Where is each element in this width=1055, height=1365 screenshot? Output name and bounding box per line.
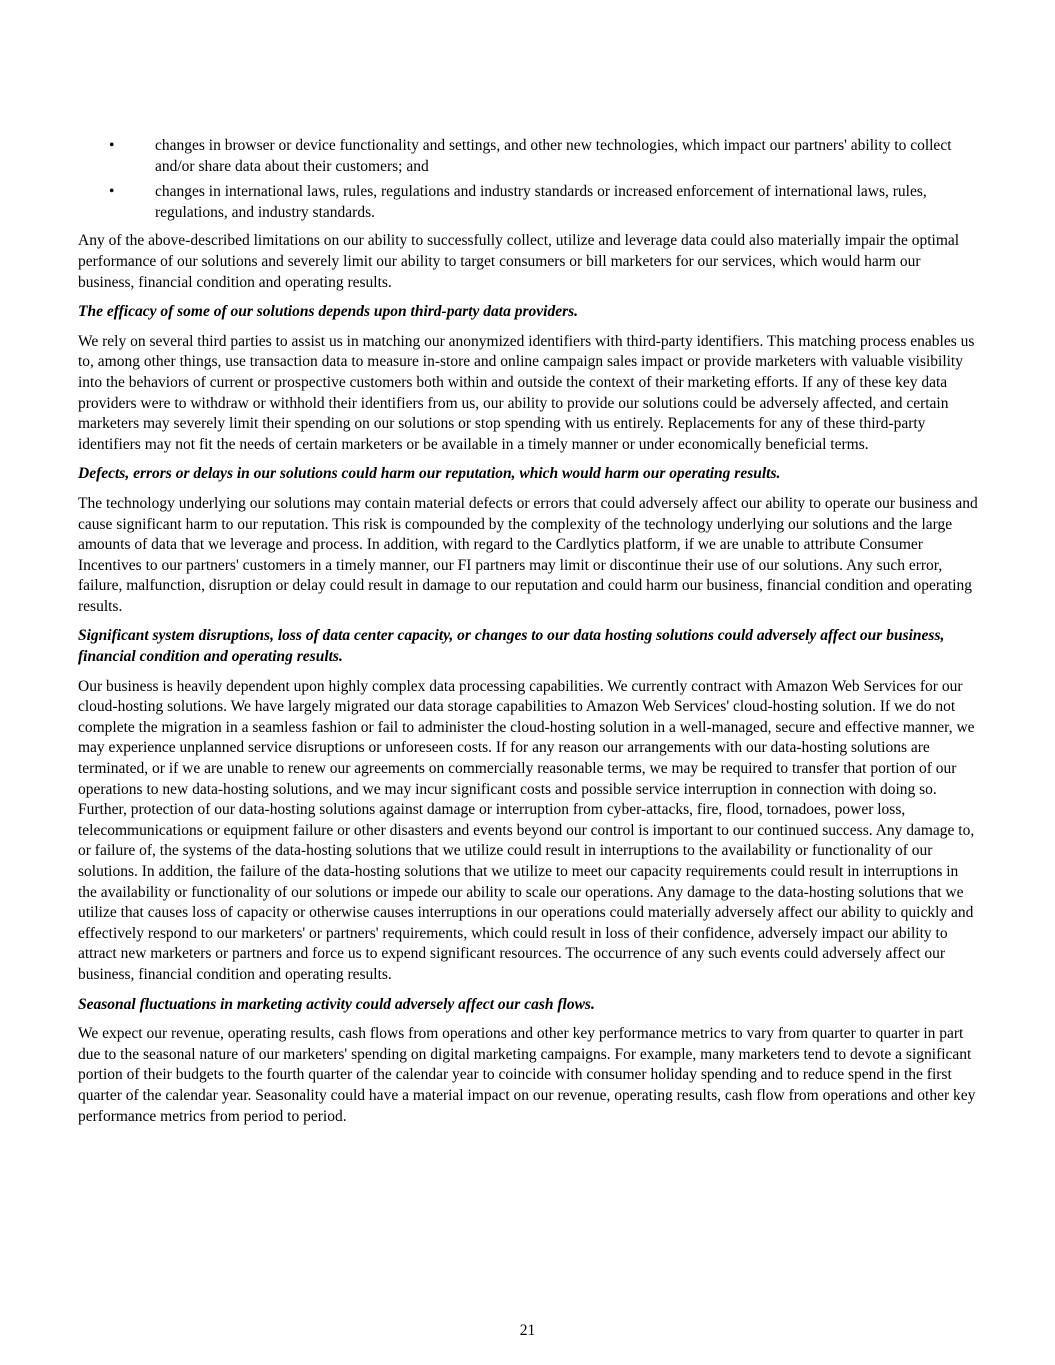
section-body-defects-errors: The technology underlying our solutions may contain material defects or errors that could adversely affect our ability to operate our business and cause significant harm to our reputation. This risk is compounded by the complexity of the technology underlying our solutions and the large amounts of data that we leverage and process. In addition, with regard to the Cardlytics platform, if we are unable to attribute Consumer Incentives to our partners' customers in a timely manner, our FI partners may limit or discontinue their use of our solutions. Any such error, failure, malfunction, disruption or delay could result in damage to our reputation and could harm our business, financial condition and operating results. — [78, 494, 978, 615]
section-heading-third-party-data: The efficacy of some of our solutions depends upon third-party data providers. — [78, 303, 579, 321]
section-heading-seasonal-fluctuations: Seasonal fluctuations in marketing activity could adversely affect our cash flows. — [78, 995, 595, 1013]
document-body — [78, 136, 978, 1136]
section-heading-system-disruptions: Significant system disruptions, loss of data center capacity, or changes to our data hosting solutions could adversely affect our business, financial condition and operating results. — [78, 627, 945, 666]
bullet-text: changes in international laws, rules, regulations and industry standards or increased enforcement of international laws, rules, regulations, and industry standards. — [155, 183, 927, 221]
intro-paragraph: Any of the above-described limitations on our ability to successfully collect, utilize and leverage data could also materially impair the optimal performance of our solutions and severely limit our ability to target consumers or bill marketers for our services, which would harm our business, financial condition and operating results. — [78, 232, 960, 291]
bullet-list — [78, 136, 978, 223]
section-heading-defects-errors: Defects, errors or delays in our solutions could harm our reputation, which would harm our operating results. — [78, 465, 781, 483]
section-body-system-disruptions: Our business is heavily dependent upon highly complex data processing capabilities. We currently contract with Amazon Web Services for our cloud-hosting solutions. We have largely migrated our data storage capabilities to Amazon Web Services' cloud-hosting solution. If we do not complete the migration in a seamless fashion or fail to administer the cloud-hosting solution in a well-managed, secure and effective manner, we may experience unplanned service disruptions or unforeseen costs. If for any reason our arrangements with our data-hosting solutions are terminated, or if we are unable to renew our agreements on commercially reasonable terms, we may be required to transfer that portion of our operations to new data-hosting solutions, and we may incur significant costs and possible service interruption in connection with doing so. Further, protection of our data-hosting solutions against damage or interruption from cyber-attacks, fire, flood, tornadoes, power loss, telecommunications or equipment failure or other disasters and events beyond our control is important to our continued success. Any damage to, or failure of, the systems of the data-hosting solutions that we utilize could result in interruptions to the availability or functionality of our solutions. In addition, the failure of the data-hosting solutions that we utilize to meet our capacity requirements could result in interruptions in the availability or functionality of our solutions or impede our ability to scale our operations. Any damage to the data-hosting solutions that we utilize that causes loss of capacity or otherwise causes interruptions in our operations could materially adversely affect our ability to quickly and effectively respond to our marketers' or partners' requirements, which could result in loss of their confidence, adversely impact our ability to attract new marketers or partners and force us to expend significant resources. The occurrence of any such events could adversely affect our business, financial condition and operating results. — [78, 677, 975, 983]
bullet-icon: • — [109, 183, 115, 201]
bullet-icon: • — [109, 137, 115, 154]
section-body-third-party-data: We rely on several third parties to assist us in matching our anonymized identifiers with third-party identifiers. This matching process enables us to, among other things, use transaction data to measure in-store and online campaign sales impact or provide marketers with valuable visibility into the behaviors of current or prospective customers both within and outside the context of their marketing efforts. If any of these key data providers were to withdraw or withhold their identifiers from us, our ability to provide our solutions could be adversely affected, and certain marketers may severely limit their spending on our solutions or stop spending with us entirely. Replacements for any of these third-party identifiers may not fit the needs of certain marketers or be available in a timely manner or under economically beneficial terms. — [78, 332, 975, 453]
section-body-seasonal-fluctuations: We expect our revenue, operating results, cash flows from operations and other key performance metrics to vary from quarter to quarter in part due to the seasonal nature of our marketers' spending on digital marketing campaigns. For example, many marketers tend to devote a significant portion of their budgets to the fourth quarter of the calendar year to coincide with consumer holiday spending and to reduce spend in the first quarter of the calendar year. Seasonality could have a material impact on our revenue, operating results, cash flow from operations and other key performance metrics from period to period. — [78, 1025, 976, 1125]
page-number: 21 — [519, 1322, 536, 1339]
list-item — [78, 182, 978, 223]
list-item — [78, 136, 978, 177]
bullet-text: changes in browser or device functionality and settings, and other new technologies, which impact our partners' ability to collect and/or share data about their customers; and — [155, 137, 952, 175]
